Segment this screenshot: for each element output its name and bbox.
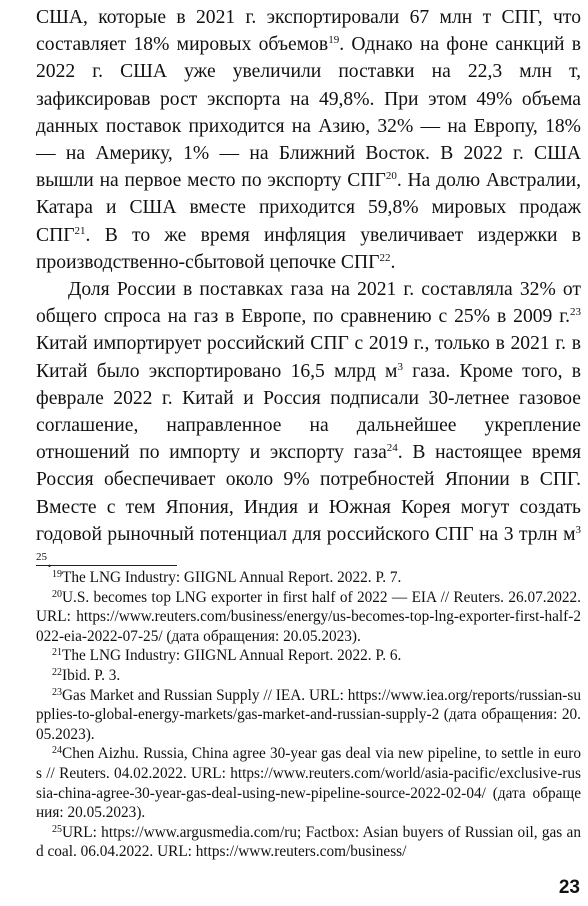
footnote-text: Chen Aizhu. Russia, China agree 30-year gas deal via new pipeline, to settle in euros // Reuters. 04.02.2022. URL: https://www.reuters.com/world/asia-pacific/exclusive-russia-china-agree-30-year-gas-deal-using-new-pipeline-source-2022-02-04/ (дата обращения: 20.05.2023). [36,745,581,822]
text-run: . В настоящее время Россия обеспечивает около 9% потребностей Японии в СПГ. Вместе с тем Япония, Индия и Южная Корея могут создать годовой рыночный потенциал для российского СПГ на 3 трлн м [36,442,581,545]
text-run: . На долю Австралии, Катара и США вместе приходится 59,8% мировых продаж СПГ [36,170,581,246]
footnote-separator [36,565,177,566]
paragraph-2 [36,276,581,575]
footnote-25 [36,823,581,862]
footnote-ref: 24 [386,442,398,455]
page-number: 23 [558,877,580,898]
footnote-21 [36,646,581,666]
footnote-number: 21 [52,647,62,659]
text-run: . В то же время инфляция увеличивает издержки в производственно-сбытовой цепочке СПГ [36,224,581,273]
footnote-text: Gas Market and Russian Supply // IEA. URL: https://www.iea.org/reports/russian-supplies-to-global-energy-markets/gas-market-and-russian-supply-2 (дата обращения: 20.05.2023). [36,686,581,743]
footnote-text: Ibid. P. 3. [62,666,121,684]
footnote-20 [36,588,581,647]
paragraph-1 [36,4,581,276]
footnote-number: 19 [52,569,62,580]
footnote-22 [36,666,581,686]
footnote-number: 23 [52,686,62,698]
text-run: . Однако на фоне санкций в 2022 г. США уже увеличили поставки на 22,3 млн т, зафиксировав рост экспорта на 49,8%. При этом 49% объема данных поставок приходится на Азию, 32% — на Европу, 18% — на Америку, 1% — на Ближний Восток. В 2022 г. США вышли на первое место по экспорту СПГ [36,34,581,192]
text-run: . [390,251,396,273]
footnote-number: 20 [52,588,62,600]
footnote-ref: 3 [397,360,403,373]
text-run: газа. Кроме того, в феврале 2022 г. Китай и Россия подписали 30-летнее газовое соглашение, направленное на дальнейшее укрепление отношений по импорту и экспорту газа [36,360,581,464]
footnote-number: 24 [52,745,62,757]
footnote-number: 25 [52,823,62,835]
footnote-number: 22 [52,666,62,678]
footnote-ref: 3 25 [36,523,581,564]
footnote-text: URL: https://www.argusmedia.com/ru; Factbox: Asian buyers of Russian oil, gas and coal. 06.04.2022. URL: https://www.reuters.com/business/ [36,823,581,861]
footnote-19 [36,568,581,588]
text-run: . [47,551,52,573]
text-run: Китай импортирует российский СПГ с 2019 г., только в 2021 г. в Китай было экспортировано 16,5 млрд м [36,333,581,382]
body-text [36,4,581,575]
footnote-ref: 21 [74,224,86,237]
footnote-23 [36,686,581,745]
footnote-ref: 23 [570,306,581,319]
footnote-text: The LNG Industry: GIIGNL Annual Report. 2022. P. 7. [62,569,402,586]
footnotes [36,568,581,862]
text-run: США, которые в 2021 г. экспортировали 67 млн т СПГ, что составляет 18% мировых объемов [36,7,581,56]
footnote-text: The LNG Industry: GIIGNL Annual Report. 2022. P. 6. [62,647,402,665]
footnote-ref: 20 [385,170,397,183]
text-run: Доля России в поставках газа на 2021 г. составляла 32% от общего спроса на газ в Европе, по сравнению с 25% в 2009 г. [36,279,581,328]
footnote-ref: 19 [328,34,340,47]
footnote-text: U.S. becomes top LNG exporter in first half of 2022 — EIA // Reuters. 26.07.2022. URL: https://www.reuters.com/business/energy/us-becomes-top-lng-exporter-first-half-2022-eia-2022-07-25/ (дата обращения: 20.05.2023). [36,588,581,645]
footnote-ref: 22 [379,251,391,264]
footnote-24 [36,744,581,822]
